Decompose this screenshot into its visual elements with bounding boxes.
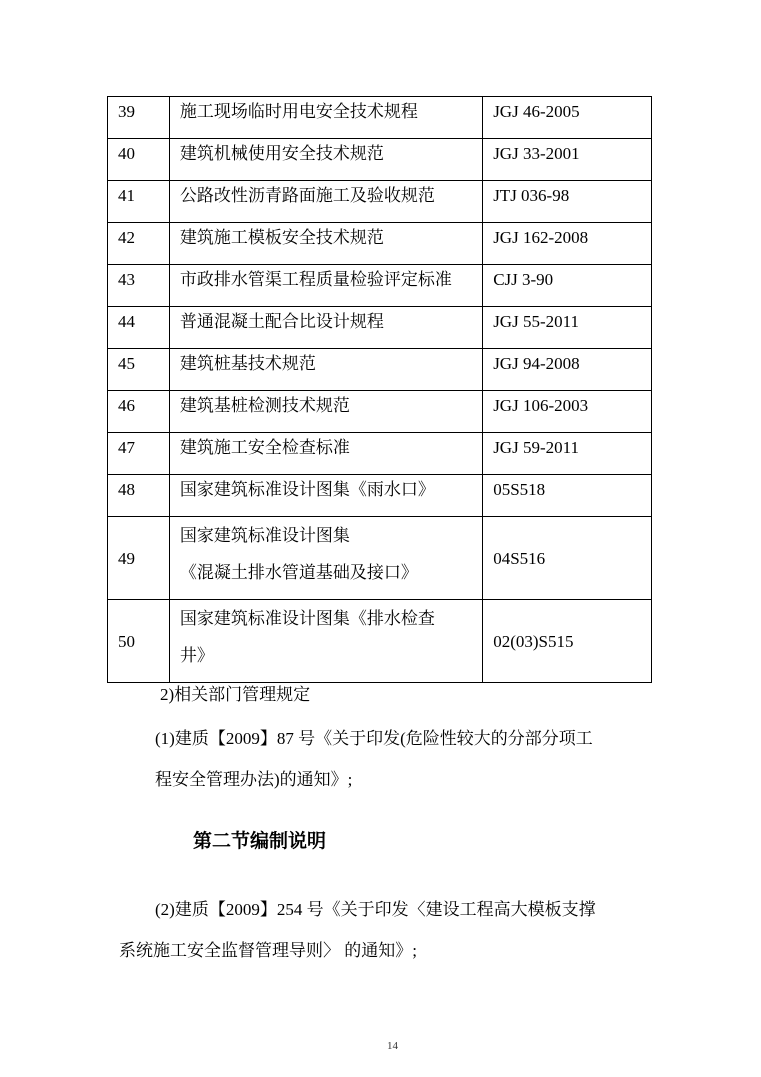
standard-name: 市政排水管渠工程质量检验评定标准: [179, 270, 452, 289]
regulation-item-1-line-1: (1)建质【2009】87 号《关于印发(危险性较大的分部分项工: [155, 729, 593, 748]
standard-code: 04S516: [493, 548, 546, 568]
standard-name: 建筑施工模板安全技术规范: [179, 228, 384, 247]
standard-name-cell: [169, 97, 482, 139]
table-row: [108, 349, 652, 391]
standard-name-cell: [169, 600, 482, 683]
standards-table-body: [108, 97, 652, 683]
standard-code-cell: [483, 600, 652, 683]
row-number: 43: [118, 270, 135, 289]
standard-code-cell: [483, 433, 652, 475]
row-number-cell: [108, 181, 170, 223]
row-number-cell: [108, 349, 170, 391]
row-number: 45: [118, 354, 135, 373]
standard-code: JGJ 59-2011: [493, 438, 579, 457]
table-row: [108, 139, 652, 181]
row-number-cell: [108, 97, 170, 139]
row-number: 48: [118, 480, 135, 499]
standard-code-cell: [483, 265, 652, 307]
row-number-cell: [108, 600, 170, 683]
regulation-item-2-line-2: 系统施工安全监督管理导则〉 的通知》;: [119, 941, 417, 960]
standard-name: 国家建筑标准设计图集《雨水口》: [179, 480, 435, 499]
row-number-cell: [108, 139, 170, 181]
standards-table: [107, 96, 652, 683]
table-row: [108, 97, 652, 139]
standard-code: JGJ 46-2005: [493, 102, 580, 121]
standard-code: JTJ 036-98: [493, 186, 570, 205]
row-number-cell: [108, 391, 170, 433]
standard-code-cell: [483, 97, 652, 139]
standard-name-line: 《混凝土排水管道基础及接口》: [179, 563, 418, 582]
row-number: 41: [118, 186, 135, 205]
section-heading: 第二节编制说明: [193, 830, 327, 852]
standard-name-cell: [169, 223, 482, 265]
table-row: [108, 307, 652, 349]
standard-name: 公路改性沥青路面施工及验收规范: [179, 186, 435, 205]
standard-name-cell: [169, 265, 482, 307]
standard-name-cell: [169, 181, 482, 223]
row-number: 44: [118, 312, 135, 331]
standard-name-cell: [169, 517, 482, 600]
row-number-cell: [108, 475, 170, 517]
row-number-cell: [108, 307, 170, 349]
standard-code: JGJ 94-2008: [493, 354, 580, 373]
regulation-item-2-line-1: (2)建质【2009】254 号《关于印发〈建设工程高大模板支撑: [155, 900, 596, 919]
standard-name: 施工现场临时用电安全技术规程: [179, 102, 418, 121]
row-number: 49: [118, 548, 135, 568]
standard-name: 建筑机械使用安全技术规范: [179, 144, 384, 163]
standard-name-cell: [169, 307, 482, 349]
standard-code-cell: [483, 349, 652, 391]
standard-code: 02(03)S515: [493, 631, 574, 651]
standard-code-cell: [483, 181, 652, 223]
page-number: 14: [387, 1040, 398, 1052]
row-number: 46: [118, 396, 135, 415]
related-regulations-subheading: 2)相关部门管理规定: [160, 685, 311, 704]
row-number: 50: [118, 631, 135, 651]
standard-code: JGJ 33-2001: [493, 144, 580, 163]
standard-code: JGJ 106-2003: [493, 396, 589, 415]
row-number: 42: [118, 228, 135, 247]
table-row: [108, 433, 652, 475]
standard-name-line: 国家建筑标准设计图集: [179, 526, 350, 545]
standard-code: 05S518: [493, 480, 546, 499]
standard-code-cell: [483, 475, 652, 517]
standard-code-cell: [483, 517, 652, 600]
standard-name: 建筑施工安全检查标准: [179, 438, 350, 457]
table-row: [108, 223, 652, 265]
standard-code: JGJ 162-2008: [493, 228, 589, 247]
row-number-cell: [108, 265, 170, 307]
standard-name: 普通混凝土配合比设计规程: [179, 312, 384, 331]
standard-code-cell: [483, 307, 652, 349]
standard-name-cell: [169, 139, 482, 181]
table-row: [108, 181, 652, 223]
standard-name-line: 井》: [179, 646, 214, 665]
standard-code-cell: [483, 391, 652, 433]
standard-name-cell: [169, 433, 482, 475]
table-row: [108, 265, 652, 307]
standard-name-line: 国家建筑标准设计图集《排水检查: [179, 609, 435, 628]
table-row: [108, 517, 652, 600]
row-number: 40: [118, 144, 135, 163]
standard-name: 建筑桩基技术规范: [179, 354, 316, 373]
row-number-cell: [108, 517, 170, 600]
standard-code-cell: [483, 223, 652, 265]
table-row: [108, 475, 652, 517]
standard-name-cell: [169, 391, 482, 433]
standard-code: CJJ 3-90: [493, 270, 554, 289]
row-number-cell: [108, 223, 170, 265]
standard-name-cell: [169, 349, 482, 391]
row-number: 47: [118, 438, 135, 457]
standard-name: 建筑基桩检测技术规范: [179, 396, 350, 415]
row-number-cell: [108, 433, 170, 475]
standard-name-cell: [169, 475, 482, 517]
regulation-item-1-line-2: 程安全管理办法)的通知》;: [155, 770, 353, 789]
standard-code-cell: [483, 139, 652, 181]
table-row: [108, 391, 652, 433]
standard-code: JGJ 55-2011: [493, 312, 579, 331]
row-number: 39: [118, 102, 135, 121]
table-row: [108, 600, 652, 683]
